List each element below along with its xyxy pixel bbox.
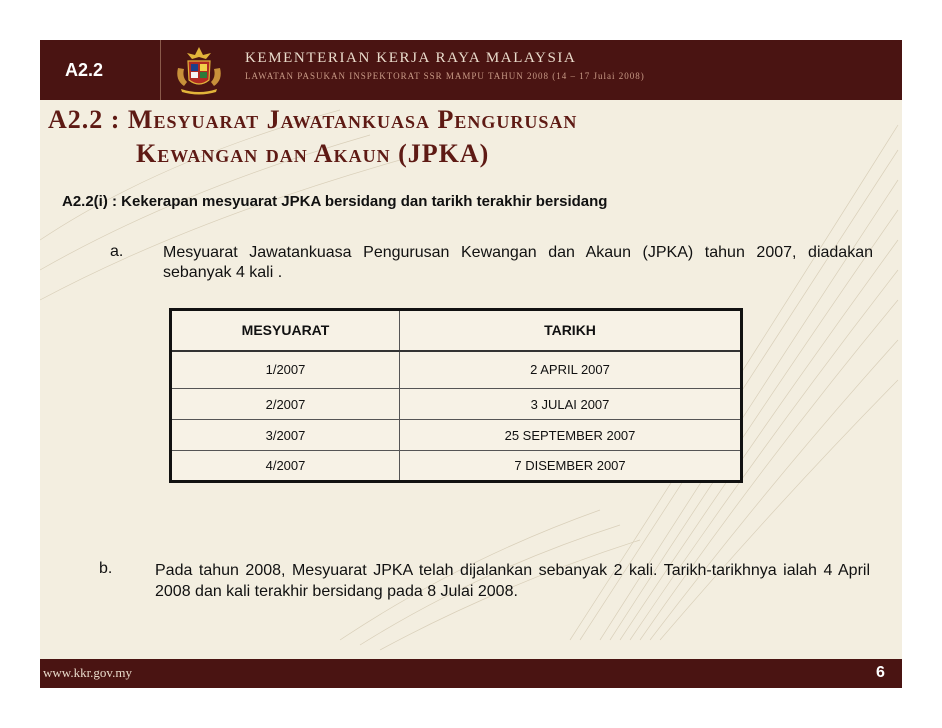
- coat-of-arms-icon: [171, 44, 227, 96]
- date-cell: 2 APRIL 2007: [400, 351, 742, 389]
- table-header-row: [171, 310, 742, 351]
- slide-title: [48, 103, 577, 171]
- section-code: A2.2: [65, 60, 104, 80]
- column-header-date: TARIKH: [400, 310, 742, 351]
- website-link[interactable]: www.kkr.gov.my: [43, 665, 132, 680]
- meeting-cell: 2/2007: [171, 389, 400, 420]
- page-number: 6: [876, 664, 885, 681]
- date-cell: 7 DISEMBER 2007: [400, 451, 742, 482]
- header-bar: [40, 40, 902, 100]
- item-b-text: Pada tahun 2008, Mesyuarat JPKA telah dijalankan sebanyak 2 kali. Tarikh-tarikhnya ialah 4 April 2008 dan kali terakhir bersidang pada 8 Julai 2008.: [155, 562, 870, 600]
- date-cell: 25 SEPTEMBER 2007: [400, 420, 742, 451]
- table-row: [171, 420, 742, 451]
- visit-caption: LAWATAN PASUKAN INSPEKTORAT SSR MAMPU TAHUN 2008 (14 – 17 Julai 2008): [245, 71, 645, 81]
- slide-title-line-1: A2.2 : Mesyuarat Jawatankuasa Pengurusan: [48, 105, 578, 134]
- column-header-meeting: MESYUARAT: [171, 310, 400, 351]
- slide-title-line-2: Kewangan dan Akaun (JPKA): [136, 139, 490, 168]
- item-a-text: Mesyuarat Jawatankuasa Pengurusan Kewangan dan Akaun (JPKA) tahun 2007, diadakan sebanyak 4 kali .: [163, 244, 873, 281]
- meeting-cell: 3/2007: [171, 420, 400, 451]
- item-a-marker: a.: [110, 243, 124, 260]
- meeting-table: [169, 308, 743, 483]
- ministry-name: KEMENTERIAN KERJA RAYA MALAYSIA: [245, 50, 577, 66]
- table-row: [171, 451, 742, 482]
- meeting-cell: 1/2007: [171, 351, 400, 389]
- meeting-cell: 4/2007: [171, 451, 400, 482]
- table-row: [171, 351, 742, 389]
- section-code-box: [40, 40, 161, 100]
- footer-bar: [40, 659, 902, 688]
- date-cell: 3 JULAI 2007: [400, 389, 742, 420]
- table-row: [171, 389, 742, 420]
- section-subtitle: A2.2(i) : Kekerapan mesyuarat JPKA bersidang dan tarikh terakhir bersidang: [62, 193, 608, 210]
- item-b-marker: b.: [99, 560, 113, 577]
- slide: [40, 40, 902, 688]
